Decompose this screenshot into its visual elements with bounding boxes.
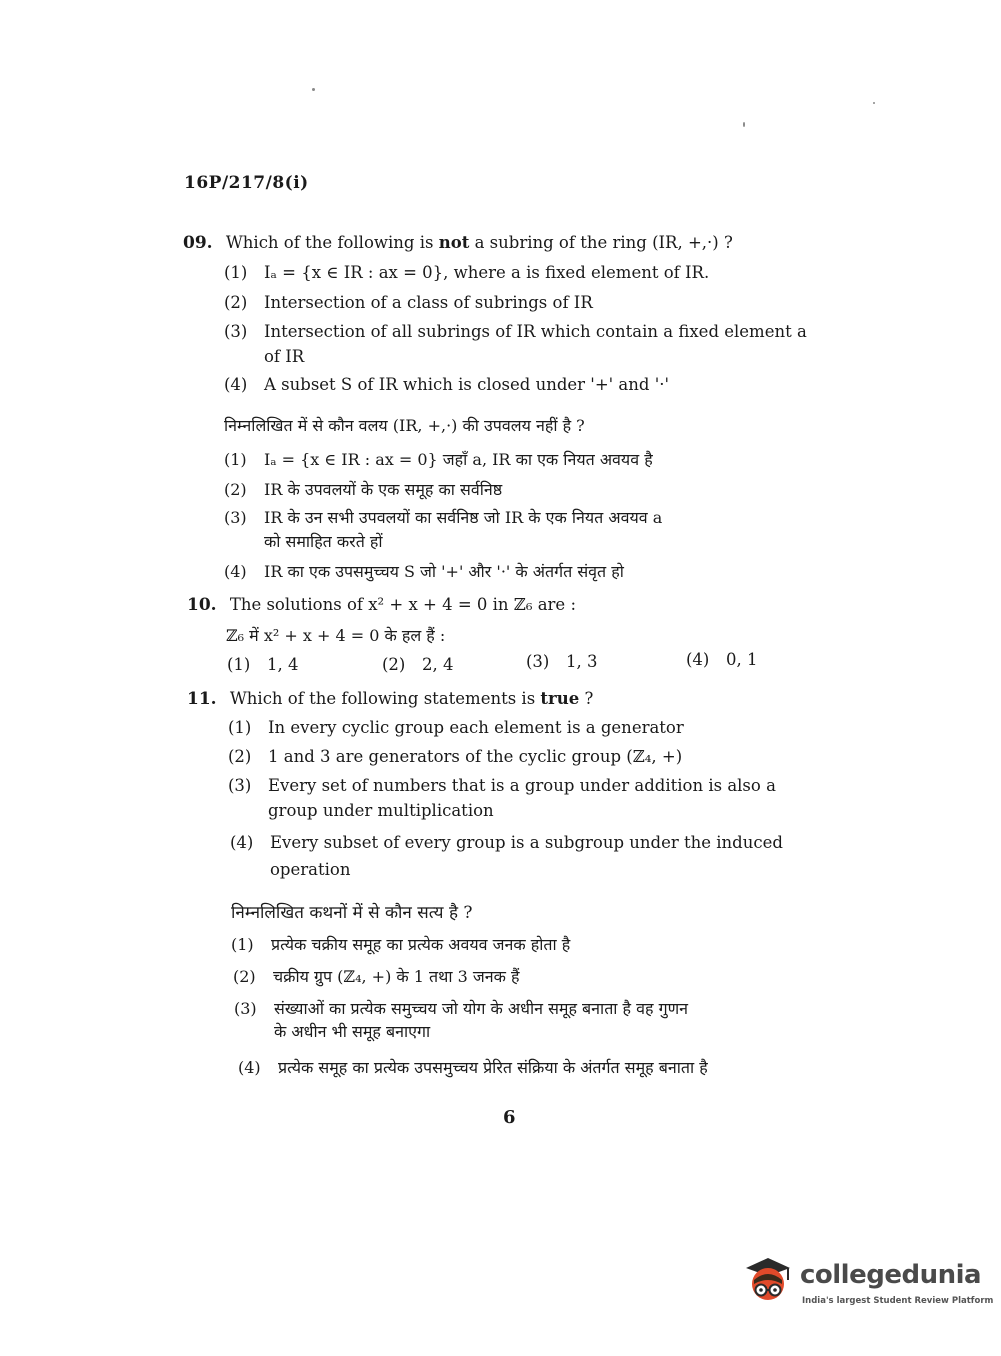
- question-emphasis: true: [540, 689, 580, 708]
- hindi-option: (4) IR का एक उपसमुच्चय S जो '+' और '·' के अंतर्गत संवृत हो: [224, 562, 624, 581]
- option: (1) In every cyclic group each element is a generator: [228, 718, 684, 737]
- option: (4) Every subset of every group is a subgroup under the induced: [230, 833, 783, 852]
- hindi-option: (2) चक्रीय ग्रुप (ℤ₄, +) के 1 तथा 3 जनक हैं: [233, 967, 520, 986]
- option: (1) 1, 4: [227, 655, 299, 674]
- logo-tagline: India's largest Student Review Platform: [802, 1296, 994, 1306]
- page-number: 6: [503, 1107, 516, 1128]
- hindi-question-11: निम्नलिखित कथनों में से कौन सत्य है ?: [231, 903, 473, 923]
- option: (2) Intersection of a class of subrings of IR: [224, 293, 593, 312]
- question-text: Which of the following is: [225, 233, 439, 252]
- student-mascot-icon: [740, 1254, 796, 1310]
- question-text: Which of the following statements is: [229, 689, 541, 708]
- hindi-question-09: निम्नलिखित में से कौन वलय (IR, +,·) की उपवलय नहीं है ?: [224, 416, 585, 435]
- option: (2) 2, 4: [382, 655, 454, 674]
- question-number: 11.: [187, 689, 217, 709]
- option-continuation: of IR: [264, 347, 305, 366]
- paper-code: 16P/217/8(i): [184, 173, 309, 193]
- option: (4) A subset S of IR which is closed under '+' and '·': [224, 375, 670, 394]
- option-continuation: operation: [270, 860, 351, 879]
- hindi-question-10: ℤ₆ में x² + x + 4 = 0 के हल हैं :: [226, 626, 446, 645]
- question-10: [187, 595, 576, 615]
- option: (3) Intersection of all subrings of IR which contain a fixed element a: [224, 322, 807, 341]
- question-11: [187, 689, 593, 709]
- hindi-option: (2) IR के उपवलयों के एक समूह का सर्वनिष्ठ: [224, 480, 503, 499]
- option-continuation: group under multiplication: [268, 801, 494, 820]
- hindi-option-continuation: को समाहित करते हों: [264, 532, 383, 551]
- logo-wordmark: collegedunia: [800, 1260, 982, 1290]
- question-number: 09.: [183, 233, 213, 253]
- option: (3) Every set of numbers that is a group under addition is also a: [228, 776, 776, 795]
- option: (2) 1 and 3 are generators of the cyclic group (ℤ₄, +): [228, 747, 683, 766]
- question-number: 10.: [187, 595, 217, 615]
- hindi-option: (4) प्रत्येक समूह का प्रत्येक उपसमुच्चय प्रेरित संक्रिया के अंतर्गत समूह बनाता है: [238, 1058, 708, 1077]
- collegedunia-logo[interactable]: [740, 1248, 994, 1318]
- option: (3) 1, 3: [526, 652, 598, 671]
- question-text: ?: [579, 689, 594, 708]
- hindi-option: (1) प्रत्येक चक्रीय समूह का प्रत्येक अवयव जनक होता है: [231, 935, 571, 954]
- option: (4) 0, 1: [686, 650, 758, 669]
- scan-speck: [743, 122, 745, 127]
- question-text: The solutions of x² + x + 4 = 0 in ℤ₆ are :: [229, 595, 576, 614]
- question-09: [183, 233, 733, 253]
- question-emphasis: not: [438, 233, 470, 252]
- hindi-option: (3) IR के उन सभी उपवलयों का सर्वनिष्ठ जो IR के एक नियत अवयव a: [224, 508, 663, 527]
- question-text: a subring of the ring (IR, +,·) ?: [469, 233, 733, 252]
- hindi-option: (3) संख्याओं का प्रत्येक समुच्चय जो योग के अधीन समूह बनाता है वह गुणन: [234, 999, 689, 1018]
- option: (1) Iₐ = {x ∈ IR : ax = 0}, where a is fixed element of IR.: [224, 263, 710, 282]
- scan-speck: [312, 88, 315, 91]
- scan-speck: [873, 102, 875, 104]
- hindi-option-continuation: के अधीन भी समूह बनाएगा: [274, 1022, 431, 1041]
- hindi-option: (1) Iₐ = {x ∈ IR : ax = 0} जहाँ a, IR का एक नियत अवयव है: [224, 450, 653, 469]
